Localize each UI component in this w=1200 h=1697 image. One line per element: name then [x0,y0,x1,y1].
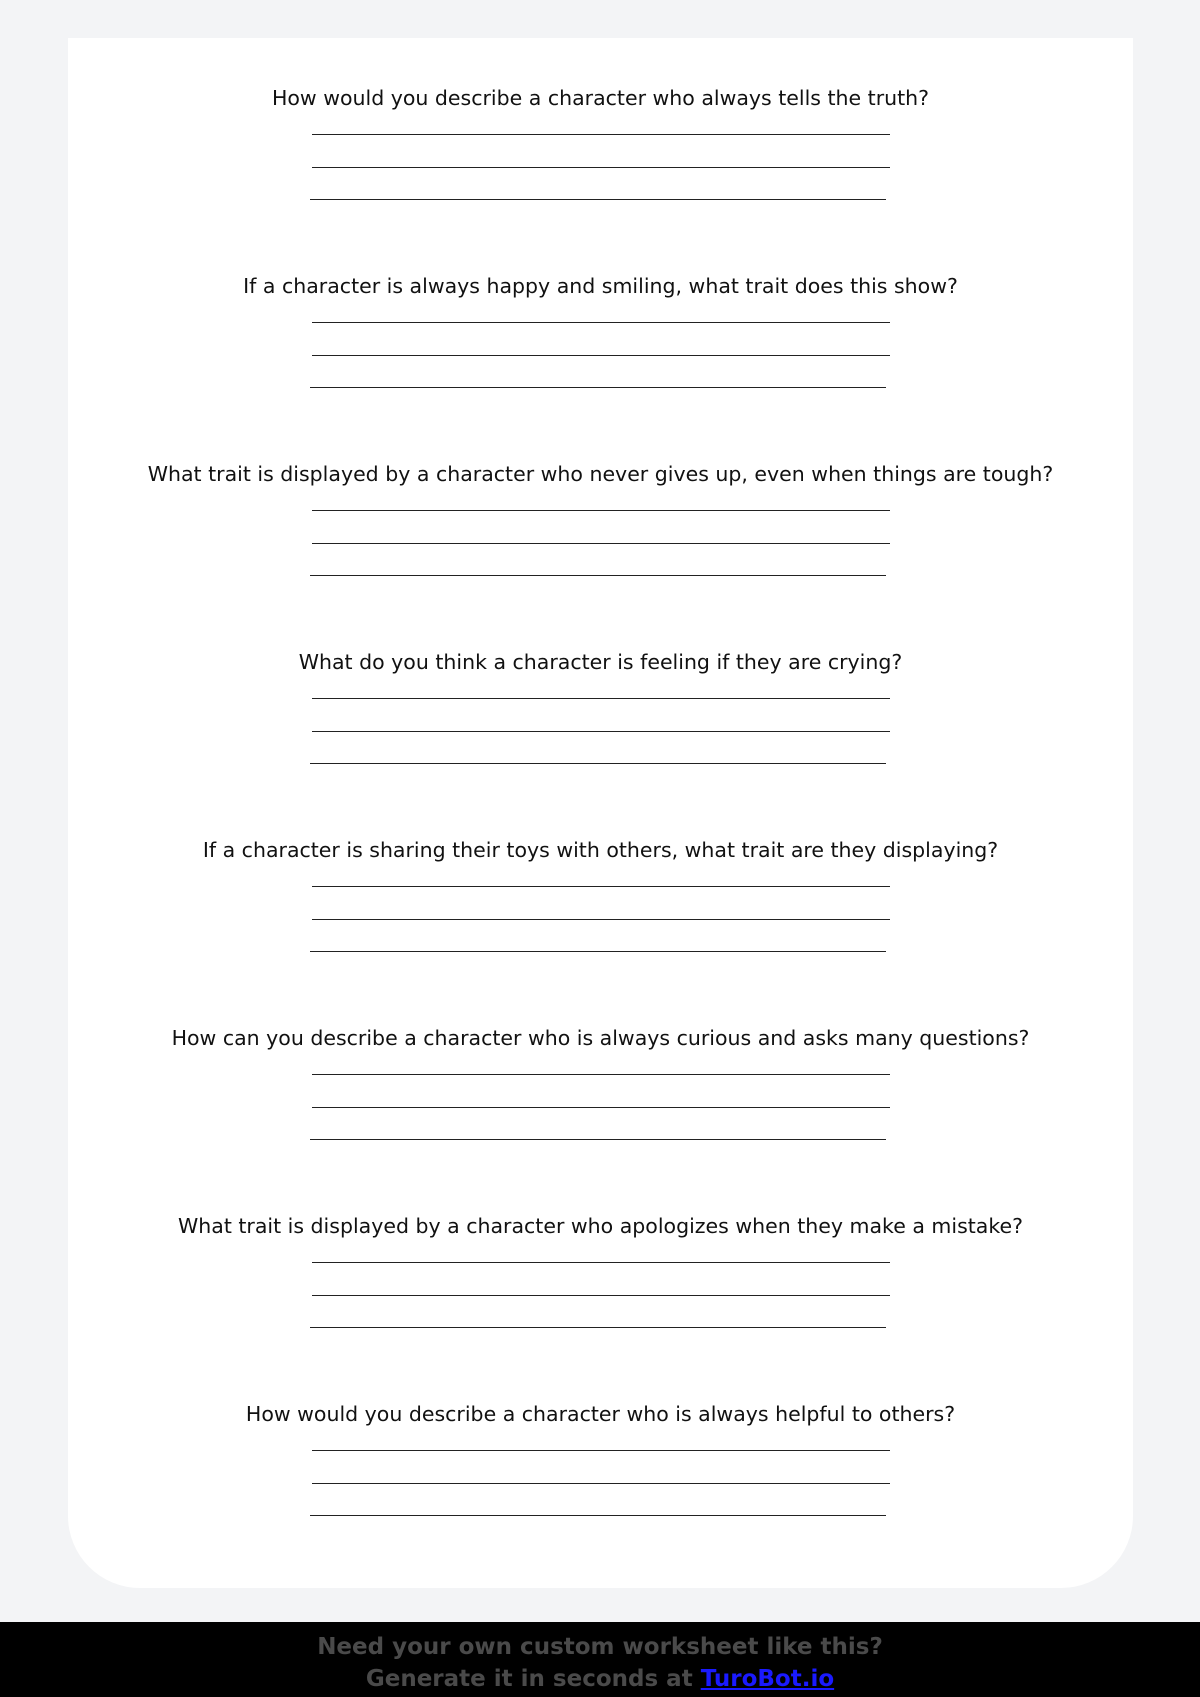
turobot-link[interactable]: TuroBot.io [700,1666,835,1692]
question-block [68,274,1133,424]
question-block [68,462,1133,612]
answer-line[interactable] [310,951,886,952]
answer-line[interactable] [312,731,890,732]
footer-subline [0,1664,1200,1694]
question-text: If a character is sharing their toys with others, what trait are they displaying? [202,838,999,862]
answer-line[interactable] [312,1107,890,1108]
footer-headline: Need your own custom worksheet like this? [317,1634,883,1660]
answer-line[interactable] [310,199,886,200]
question-text: How can you describe a character who is always curious and asks many questions? [171,1026,1030,1050]
answer-line[interactable] [312,919,890,920]
promo-footer [0,1622,1200,1697]
answer-line[interactable] [312,1262,890,1263]
footer-subline-text: Generate it in seconds at [365,1666,701,1692]
answer-line[interactable] [312,1483,890,1484]
answer-line[interactable] [312,1450,890,1451]
question-text: How would you describe a character who is always helpful to others? [245,1402,956,1426]
question-block [68,86,1133,236]
answer-line[interactable] [312,134,890,135]
worksheet-card [68,38,1133,1588]
answer-line[interactable] [312,698,890,699]
question-block [68,650,1133,800]
answer-line[interactable] [310,1139,886,1140]
answer-line[interactable] [312,1074,890,1075]
question-block [68,1026,1133,1176]
question-text: How would you describe a character who always tells the truth? [271,86,930,110]
answer-line[interactable] [310,763,886,764]
answer-line[interactable] [312,510,890,511]
question-text: What trait is displayed by a character who never gives up, even when things are tough? [147,462,1054,486]
question-block [68,1214,1133,1364]
answer-line[interactable] [310,387,886,388]
question-text: What do you think a character is feeling if they are crying? [298,650,903,674]
answer-line[interactable] [312,1295,890,1296]
answer-line[interactable] [310,575,886,576]
question-text: What trait is displayed by a character who apologizes when they make a mistake? [178,1214,1023,1238]
answer-line[interactable] [310,1515,886,1516]
answer-line[interactable] [312,322,890,323]
answer-line[interactable] [310,1327,886,1328]
answer-line[interactable] [312,355,890,356]
question-block [68,1402,1133,1552]
answer-line[interactable] [312,167,890,168]
answer-line[interactable] [312,543,890,544]
question-text: If a character is always happy and smiling, what trait does this show? [243,274,958,298]
answer-line[interactable] [312,886,890,887]
question-block [68,838,1133,988]
